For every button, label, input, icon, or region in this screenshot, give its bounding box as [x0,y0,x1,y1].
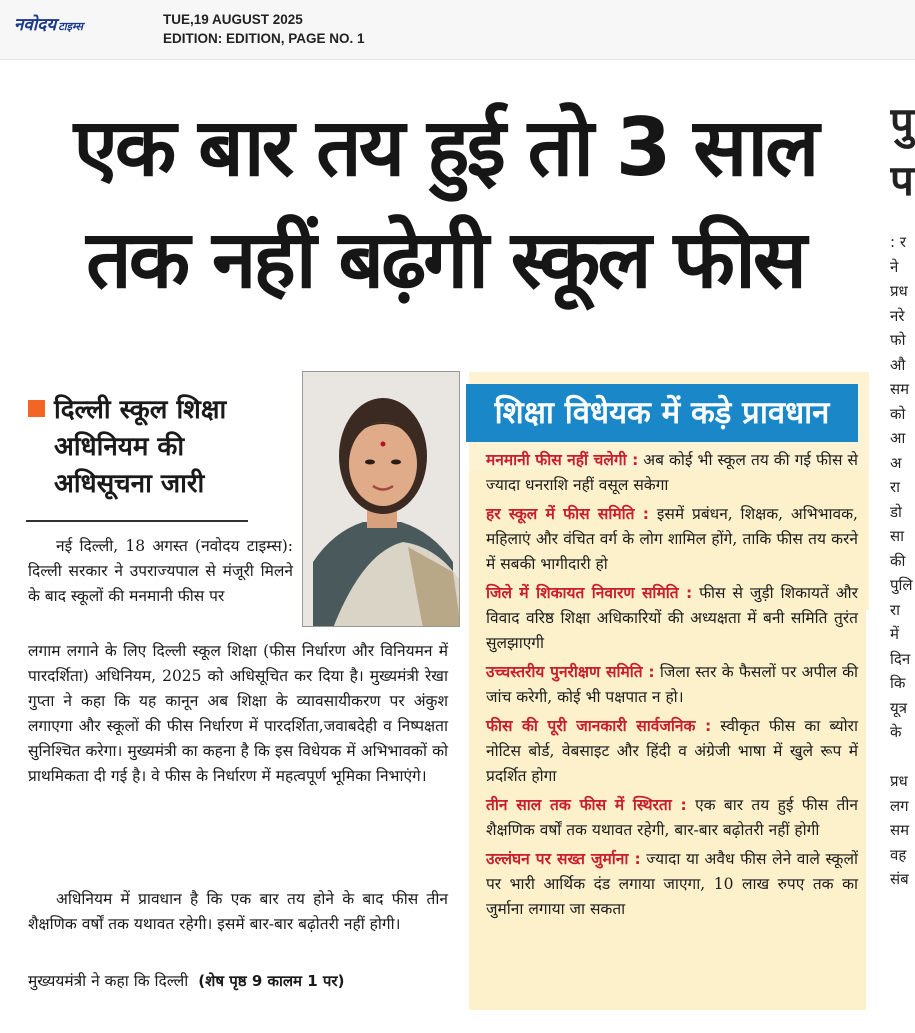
provision-text: इसमें प्रबंधन, शिक्षक, अभिभावक, महिलाएं और वंचित वर्ग के लोग शामिल होंगे, ताकि फीस तय करने में सबकी भागीदारी हो [486,505,858,573]
headline-line-1: एक बार तय हुई तो 3 साल [73,101,817,194]
provision-item [486,581,858,656]
continued-link[interactable]: (शेष पृष्ठ 9 कालम 1 पर) [198,972,345,990]
provision-label: मनमानी फीस नहीं चलेगी : [486,451,639,469]
portrait-illustration [303,372,460,627]
divider [26,520,248,522]
subheading: दिल्ली स्कूल शिक्षा अधिनियम की अधिसूचना जारी [54,395,227,499]
masthead-bar [0,0,915,60]
provision-label: उच्चस्तरीय पुनरीक्षण समिति : [486,663,655,681]
newspaper-logo[interactable] [14,12,83,35]
brand-sub: टाइम्स [58,20,83,33]
provision-text: अब कोई भी स्कूल तय की गई फीस से ज्यादा धनराशि नहीं वसूल सकेगा [486,451,858,494]
article-paragraph-1-cont: लगाम लगाने के लिए दिल्ली स्कूल शिक्षा (फीस निर्धारण और विनियमन में पारदर्शिता) अधिनियम, 2025 को अधिसूचित कर दिया है। मुख्यमंत्री रेखा गुप्ता ने कहा कि यह कानून अब शिक्षा के व्यावसायीकरण पर अंकुश लगाएगा और स्कूलों की फीस निर्धारण में पारदर्शिता,जवाबदेही व निष्पक्षता सुनिश्चित करेगा। मुख्यमंत्री का कहना है कि इस विधेयक में अभिभावकों को प्राथमिकता दी गई है। वे फीस के निर्धारण में महत्वपूर्ण भूमिका निभाएंगे। [28,642,448,785]
article-paragraph-3 [28,969,448,994]
provision-label: उल्लंघन पर सख्त जुर्माना : [486,850,641,868]
headline-line-2: तक नहीं बढ़ेगी स्कूल फीस [86,213,804,306]
provision-label: तीन साल तक फीस में स्थिरता : [486,796,687,814]
article-paragraph-2: अधिनियम में प्रावधान है कि एक बार तय होने के बाद फीस तीन शैक्षणिक वर्षों तक यथावत रहेगी। इसमें बार-बार बढ़ोतरी नहीं होगी। [28,890,448,933]
adjacent-article-clipped [890,94,915,1033]
provision-text: स्वीकृत फीस का ब्योरा नोटिस बोर्ड, वेबसाइट और हिंदी व अंग्रेजी भाषा में खुले रूप में प्रदर्शित होगा [486,717,858,785]
brand-name: नवोदय [14,15,57,35]
headline [20,92,870,316]
provision-item [486,714,858,789]
subheading-block [28,392,263,503]
provision-item [486,847,858,922]
adjacent-text: : र ने प्रध नरे फो औ सम को आ अ रा डो सा की पुलि रा में दिन कि यूत्र के प्रध लग सम वह संब [890,233,913,888]
provision-label: फीस की पूरी जानकारी सार्वजनिक : [486,717,712,735]
provisions-list [486,448,858,926]
provisions-box-title: शिक्षा विधेयक में कड़े प्रावधान [466,384,858,442]
article-paragraph-3-text: मुख्ययमंत्री ने कहा कि दिल्ली [28,972,189,990]
provision-item [486,448,858,498]
provision-item [486,502,858,577]
provision-item [486,660,858,710]
issue-date: TUE,19 AUGUST 2025 [163,12,303,27]
provision-text: एक बार तय हुई फीस तीन शैक्षणिक वर्षों तक यथावत रहेगी, बार-बार बढ़ोतरी नहीं होगी [486,796,858,839]
edition-info: EDITION: EDITION, PAGE NO. 1 [163,31,365,46]
adjacent-headline: पु प [890,98,914,205]
article-paragraph-1: नई दिल्ली, 18 अगस्त (नवोदय टाइम्स): दिल्ली सरकार ने उपराज्यपाल से मंजूरी मिलने के बाद स्कूलों की मनमानी फीस पर [28,537,293,605]
provision-label: जिले में शिकायत निवारण समिति : [486,584,693,602]
provision-text: फीस से जुड़ी शिकायतें और विवाद वरिष्ठ शिक्षा अधिकारियों की अध्यक्षता में बनी समिति तुरंत सुलझाएगी [486,584,858,652]
chief-minister-photo [302,371,460,627]
provision-item [486,793,858,843]
provision-text: जिला स्तर के फैसलों पर अपील की जांच करेगी, कोई भी पक्षपात न हो। [486,663,859,706]
dateline [163,10,365,48]
bullet-square-icon [28,400,45,417]
provision-label: हर स्कूल में फीस समिति : [486,505,649,523]
provision-text: ज्यादा या अवैध फीस लेने वाले स्कूलों पर भारी आर्थिक दंड लगाया जाएगा, 10 लाख रुपए तक का जुर्माना लगाया जा सकता [486,850,858,918]
